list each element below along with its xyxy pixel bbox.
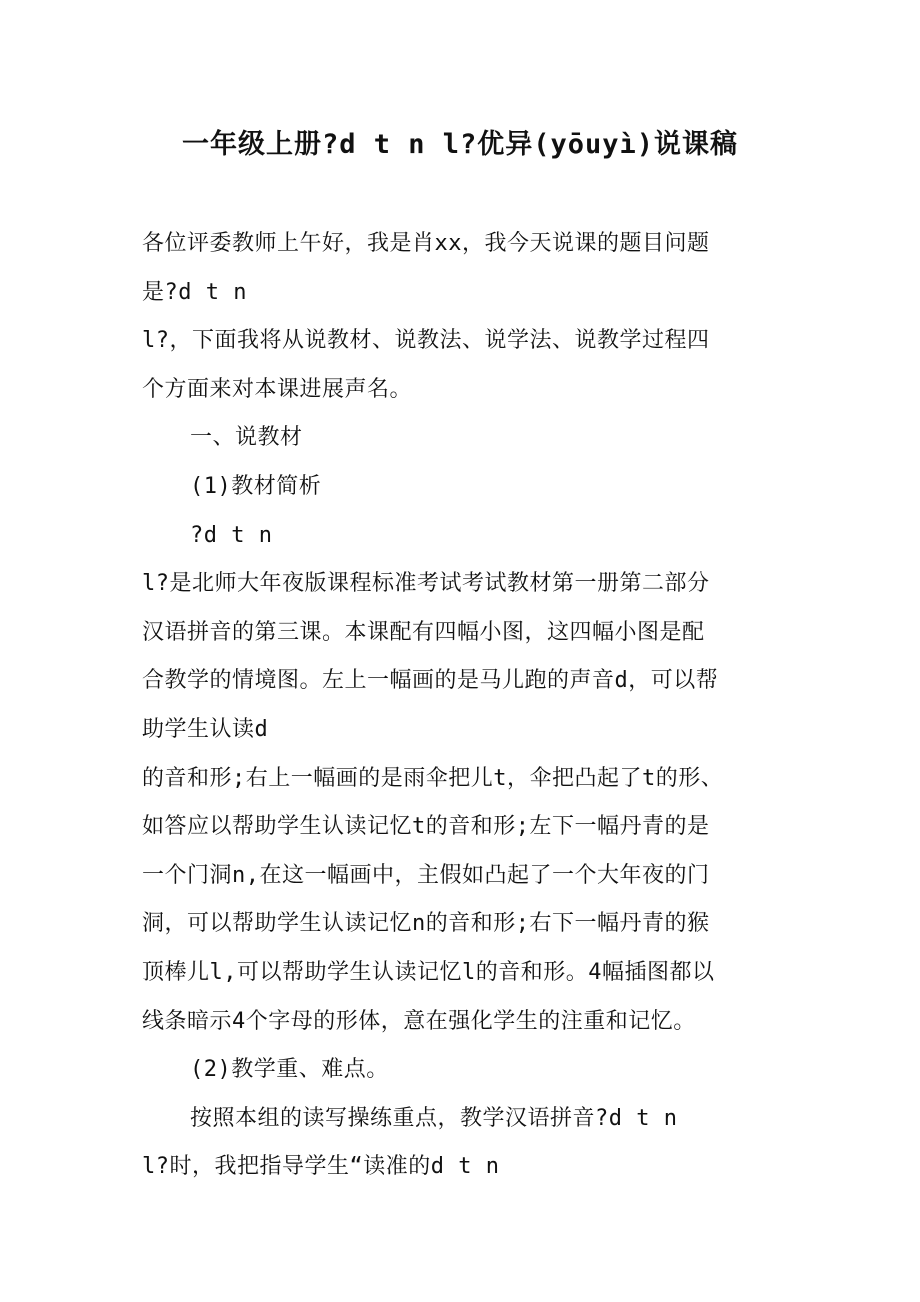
text-line: 各位评委教师上午好，我是肖xx，我今天说课的题目问题 xyxy=(142,231,710,256)
text-line: 一、说教材 xyxy=(190,425,303,451)
text-line: 顶棒儿l,可以帮助学生认读记忆l的音和形。4幅插图都以 xyxy=(142,959,715,985)
text-line: ?d t n xyxy=(190,522,273,548)
document-title: 一年级上册?d t n l?优异(yōuyì)说课稿 xyxy=(181,129,739,160)
text-line: 的音和形;右上一幅画的是雨伞把儿t，伞把凸起了t的形、 xyxy=(142,765,724,791)
text-line: (1)教材简析 xyxy=(190,473,322,499)
document-body xyxy=(142,220,782,1192)
text-line: 一个门洞n,在这一幅画中，主假如凸起了一个大年夜的门 xyxy=(142,862,710,888)
text-line: 线条暗示4个字母的形体，意在强化学生的注重和记忆。 xyxy=(142,1008,696,1034)
text-line: (2)教学重、难点。 xyxy=(190,1057,389,1083)
text-line: 个方面来对本课进展声名。 xyxy=(142,376,413,402)
text-line: 汉语拼音的第三课。本课配有四幅小图，这四幅小图是配 xyxy=(142,619,705,645)
text-line: 洞，可以帮助学生认读记忆n的音和形;右下一幅丹青的猴 xyxy=(142,911,710,937)
text-line: 是?d t n xyxy=(142,279,247,305)
text-line: l?，下面我将从说教材、说教法、说学法、说教学过程四 xyxy=(142,328,710,354)
text-line: 合教学的情境图。左上一幅画的是马儿跑的声音d，可以帮 xyxy=(142,668,719,694)
text-line: l?是北师大年夜版课程标准考试考试教材第一册第二部分 xyxy=(142,571,710,597)
text-line: 按照本组的读写操练重点，教学汉语拼音?d t n xyxy=(190,1105,678,1131)
text-line: l?时，我把指导学生“读准的d t n xyxy=(142,1154,500,1180)
text-line: 助学生认读d xyxy=(142,716,269,742)
text-line: 如答应以帮助学生认读记忆t的音和形;左下一幅丹青的是 xyxy=(142,814,710,840)
